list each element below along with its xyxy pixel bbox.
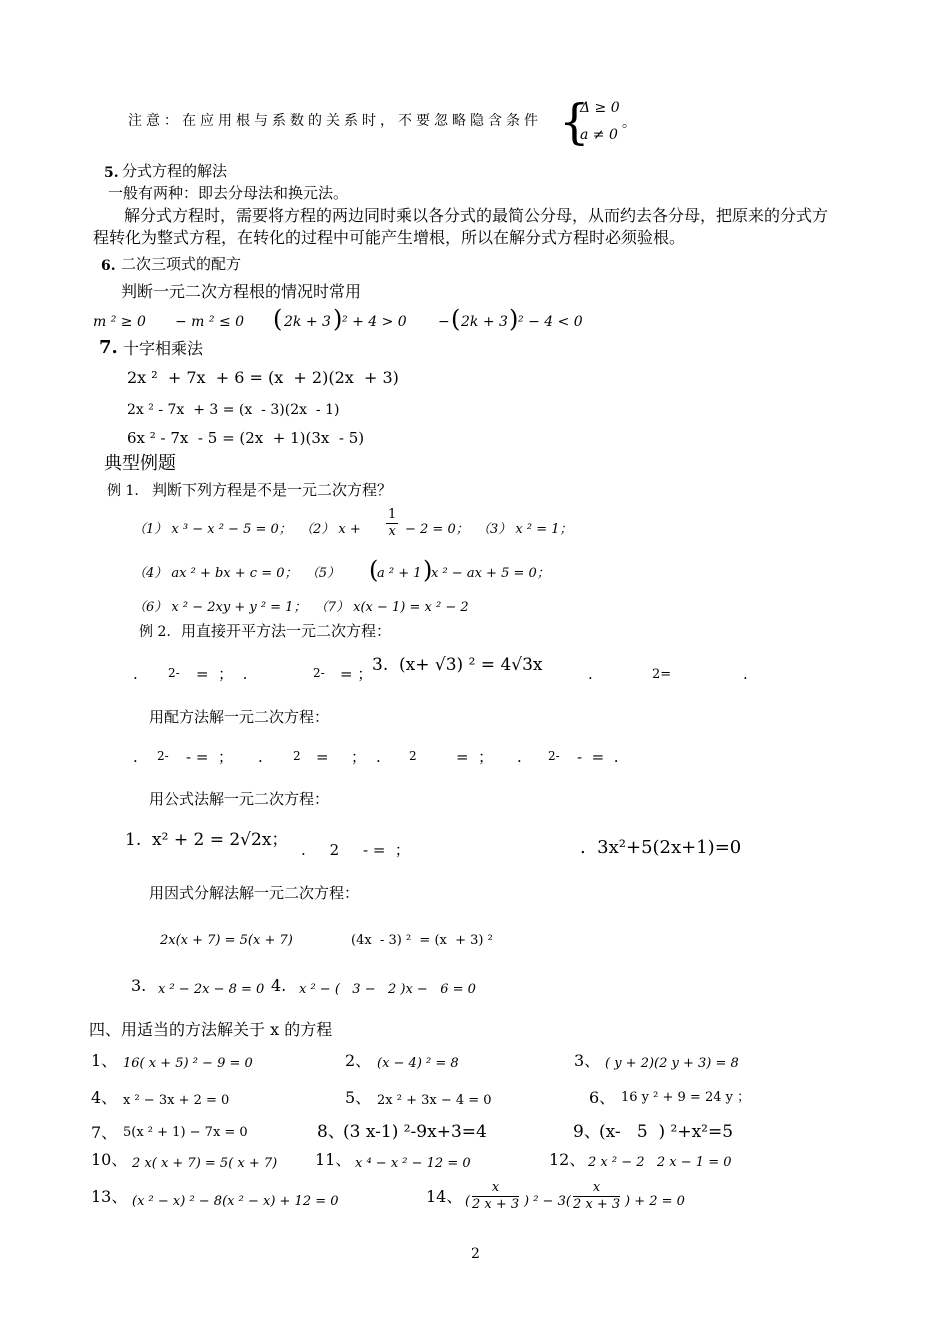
ex2-item-1-dot: . (133, 665, 138, 683)
sec6-formula-4-close: ) (509, 305, 519, 333)
example-1-row2-close: ) (423, 556, 433, 584)
problem-14-fraction-2 (573, 1180, 620, 1213)
yinshi-equation-4: x ² − ( 3 − 2 )x − 6 = 0 (299, 982, 476, 997)
sec5-line1: 一般有两种：即去分母法和换元法。 (108, 184, 349, 202)
sec5-title: 分式方程的解法 (122, 162, 228, 180)
example-1-row2-open: ( (369, 556, 379, 584)
yinshi-equation-2: (4x - 3) ² = (x + 3) ² (351, 933, 493, 948)
problem-7-number: 7、 (91, 1123, 118, 1142)
sec4-title: 四、用适当的方法解关于 x 的方程 (89, 1020, 333, 1039)
example-1-text: 判断下列方程是不是一元二次方程？ (152, 481, 393, 499)
gongshi-equation-2: . 2 - = ； (301, 841, 410, 859)
peifang-2-eq: = (316, 748, 329, 766)
sec7-equation-1: 2x ² + 7x + 6 = (x + 2)(2x + 3) (127, 368, 399, 387)
problem-14-number: 14、 (426, 1187, 463, 1206)
problem-14-open: ( (465, 1194, 471, 1209)
example-1-row2-a: （4） ax ² + bx + c = 0； （5） (133, 566, 341, 581)
sec7-equation-2: 2x ² - 7x + 3 = (x - 3)(2x - 1) (127, 402, 340, 418)
example-1-label: 例 1. (107, 483, 139, 499)
problem-5-number: 5、 (345, 1088, 372, 1107)
problem-12-number: 12、 (549, 1150, 586, 1169)
sec6-formula-3-close: ) (333, 305, 343, 333)
example-2-text: 用直接开平方法一元二次方程： (181, 622, 392, 640)
fraction-numerator: x (573, 1180, 620, 1197)
sec7-number: 7. (99, 337, 118, 358)
sec6-number: 6. (101, 258, 116, 274)
example-2-label: 例 2. (139, 624, 171, 640)
sec5-number: 5. (104, 165, 119, 181)
peifang-3-eq: = ； (456, 748, 494, 766)
note-condition-2: a ≠ 0 (580, 127, 618, 143)
ex2-item-1-eq: = ； . (196, 665, 248, 683)
problem-14-middle: ) ² − 3( (524, 1194, 571, 1209)
peifang-2-dot: . (258, 748, 263, 766)
gongshi-equation-3: . 3x²+5(2x+1)=0 (580, 837, 742, 858)
peifang-4-dot: . (517, 748, 522, 766)
sec6-formula-4-inner: 2k + 3 (461, 314, 508, 330)
gongshi-equation-1: 1. x² + 2 = 2√2x； (125, 830, 289, 850)
sec6-formula-3-inner: 2k + 3 (284, 314, 331, 330)
brace-symbol: { (559, 94, 590, 150)
yinshi-title: 用因式分解法解一元二次方程： (149, 884, 360, 902)
problem-3-number: 3、 (574, 1051, 601, 1070)
sec6-formula-3-open: ( (273, 305, 283, 333)
fraction-denominator: 2 x + 3 (573, 1197, 621, 1212)
page-number: 2 (471, 1246, 480, 1262)
problem-11-equation: x ⁴ − x ² − 12 = 0 (355, 1156, 471, 1171)
yinshi-equation-3: x ² − 2x − 8 = 0 (158, 982, 265, 997)
sec6-formula-1: m ² ≥ 0 (93, 314, 146, 330)
problem-12-equation: 2 x ² − 2 2 x − 1 = 0 (588, 1155, 732, 1170)
problem-13-equation: (x ² − x) ² − 8(x ² − x) + 12 = 0 (132, 1194, 339, 1209)
sec5-line3: 程转化为整式方程，在转化的过程中可能产生增根，所以在解分式方程时必须验根。 (93, 228, 686, 247)
problem-11-number: 11、 (315, 1150, 352, 1169)
problem-4-number: 4、 (91, 1088, 118, 1107)
ex2-item-4-end: . (743, 665, 748, 683)
ex2-item-4-dot: . (588, 665, 593, 683)
problem-4-equation: x ² − 3x + 2 = 0 (123, 1093, 230, 1108)
peifang-2-end: ； (351, 748, 367, 766)
example-1-fraction (386, 507, 398, 540)
problem-10-number: 10、 (91, 1150, 128, 1169)
yinshi-equation-1: 2x(x + 7) = 5(x + 7) (160, 933, 293, 948)
ex2-item-2-sup: 2- (313, 666, 325, 680)
sec6-formula-2: − m ² ≤ 0 (175, 314, 245, 330)
peifang-1-dot: . (133, 748, 138, 766)
sec7-equation-3: 6x ² - 7x - 5 = (2x + 1)(3x - 5) (127, 429, 365, 447)
sec6-title: 二次三项式的配方 (121, 255, 242, 273)
problem-2-number: 2、 (345, 1051, 372, 1070)
sec6-formula-4-minus: − (438, 314, 455, 330)
problem-5-equation: 2x ² + 3x − 4 = 0 (377, 1093, 492, 1108)
problem-2-equation: (x − 4) ² = 8 (377, 1056, 459, 1071)
problem-10-equation: 2 x( x + 7) = 5( x + 7) (132, 1156, 278, 1171)
problem-6-number: 6、 (589, 1088, 616, 1107)
ex2-item-3-equation: 3. (x+ √3) ² = 4√3x (372, 655, 543, 675)
example-1-row2-rest: x ² − ax + 5 = 0； (431, 566, 550, 581)
example-1-row1-a: （1） x ³ − x ² − 5 = 0； （2） x + (133, 522, 361, 537)
gongshi-title: 用公式法解一元二次方程： (149, 790, 330, 808)
problem-8-number: 8、 (317, 1122, 345, 1142)
ex2-item-4-sup: 2= (652, 667, 672, 682)
peifang-3-sup: 2 (409, 749, 417, 763)
fraction-numerator: x (472, 1180, 519, 1197)
problem-3-equation: ( y + 2)(2 y + 3) = 8 (605, 1056, 739, 1071)
yinshi-item-3-label: 3. (131, 976, 147, 995)
example-1-row1-b: − 2 = 0； （3） x ² = 1； (405, 522, 573, 537)
problem-7-equation: 5(x ² + 1) − 7x = 0 (123, 1125, 248, 1140)
examples-heading: 典型例题 (104, 453, 176, 474)
problem-14-fraction-1 (472, 1180, 519, 1213)
sec7-title: 十字相乘法 (123, 339, 204, 358)
sec6-formula-4-open: ( (451, 305, 461, 333)
problem-8-equation: (3 x-1) ²-9x+3=4 (343, 1122, 487, 1142)
peifang-1-eq: - = ； (186, 748, 233, 766)
problem-6-equation: 16 y ² + 9 = 24 y ； (621, 1090, 751, 1105)
peifang-4-eq: - = . (577, 748, 619, 766)
yinshi-item-4-label: 4. (271, 976, 287, 995)
example-1-row2-inner: a ² + 1 (377, 566, 422, 581)
example-1-row3: （6） x ² − 2xy + y ² = 1； （7） x(x − 1) = x ² − 2 (133, 600, 469, 615)
sec5-line2: 解分式方程时，需要将方程的两边同时乘以各分式的最简公分母，从而约去各分母，把原来的分式方 (124, 206, 829, 225)
problem-1-number: 1、 (91, 1051, 118, 1070)
ex2-item-2-eq: = ； (340, 665, 373, 683)
fraction-numerator: 1 (388, 507, 397, 522)
problem-1-equation: 16( x + 5) ² − 9 = 0 (123, 1056, 253, 1071)
problem-9-equation: (x- 5 ) ²+x²=5 (599, 1122, 734, 1142)
peifang-title: 用配方法解一元二次方程： (149, 708, 330, 726)
fraction-denominator: 2 x + 3 (472, 1197, 520, 1212)
fraction-denominator: x (388, 524, 396, 539)
problem-13-number: 13、 (91, 1187, 128, 1206)
sec6-formula-3-rest: ² + 4 > 0 (342, 314, 407, 330)
problem-14-end: ) + 2 = 0 (625, 1194, 685, 1209)
sec6-formula-4-rest: ² − 4 < 0 (518, 314, 583, 330)
note-text: 注意：在应用根与系数的关系时，不要忽略隐含条件 (128, 113, 542, 129)
note-end: 。 (622, 115, 636, 131)
ex2-item-1-sup: 2- (168, 666, 180, 680)
peifang-3-dot: . (376, 748, 381, 766)
peifang-2-sup: 2 (293, 749, 301, 763)
peifang-4-sup: 2- (548, 749, 560, 763)
peifang-1-sup: 2- (157, 749, 169, 763)
sec6-line1: 判断一元二次方程根的情况时常用 (121, 282, 362, 301)
problem-9-number: 9、 (573, 1122, 601, 1142)
note-condition-1: Δ ≥ 0 (580, 100, 620, 116)
